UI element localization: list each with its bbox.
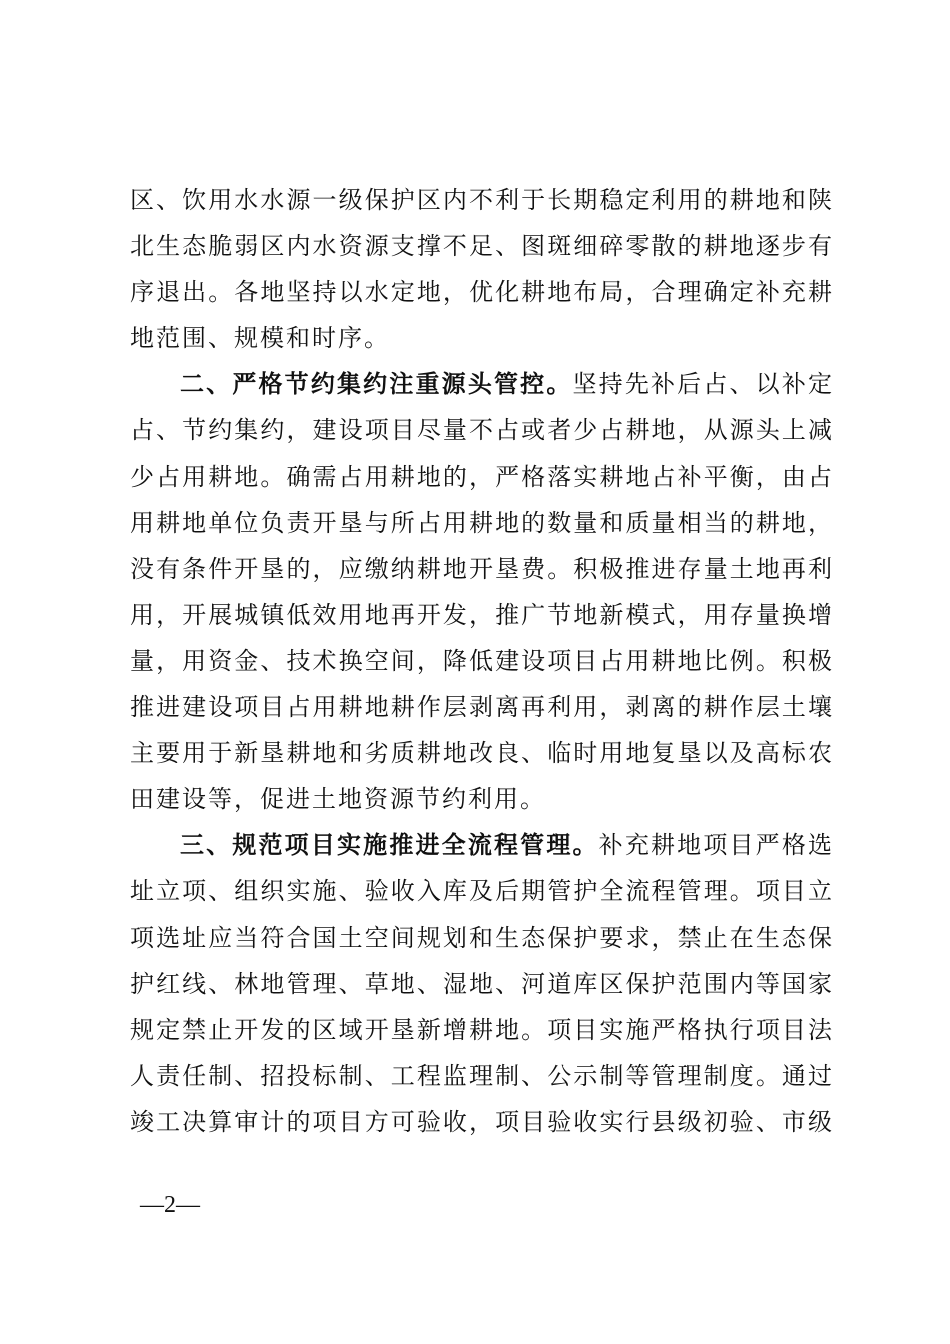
text-line: [130, 822, 832, 868]
text-line: [130, 638, 832, 684]
line-text: 护红线、林地管理、草地、湿地、河道库区保护范围内等国家: [130, 969, 832, 998]
text-line: [130, 315, 832, 361]
line-text: 主要用于新垦耕地和劣质耕地改良、临时用地复垦以及高标农: [130, 739, 832, 768]
line-text: 址立项、组织实施、验收入库及后期管护全流程管理。项目立: [130, 877, 832, 906]
line-text: 坚持先补后占、以补定: [572, 370, 832, 399]
text-line: [130, 546, 832, 592]
line-text: 用，开展城镇低效用地再开发，推广节地新模式，用存量换增: [130, 600, 832, 629]
section-heading: 三、规范项目实施推进全流程管理。: [180, 830, 599, 860]
page-number: —2—: [140, 1192, 200, 1218]
paragraph: [130, 177, 832, 361]
text-line: [130, 500, 832, 546]
line-text: 田建设等，促进土地资源节约利用。: [130, 785, 546, 814]
text-line: [130, 730, 832, 776]
line-text: 北生态脆弱区内水资源支撑不足、图斑细碎零散的耕地逐步有: [130, 232, 832, 261]
text-line: [130, 868, 832, 914]
line-text: 没有条件开垦的，应缴纳耕地开垦费。积极推进存量土地再利: [130, 554, 832, 583]
line-text: 用耕地单位负责开垦与所占用耕地的数量和质量相当的耕地，: [130, 508, 832, 537]
line-text: 地范围、规模和时序。: [130, 324, 390, 353]
document-body: [130, 177, 832, 1145]
line-text: 项选址应当符合国土空间规划和生态保护要求，禁止在生态保: [130, 923, 832, 952]
text-line: [130, 407, 832, 453]
line-text: 补充耕地项目严格选: [598, 831, 833, 860]
paragraph: [130, 822, 832, 1145]
line-text: 少占用耕地。确需占用耕地的，严格落实耕地占补平衡，由占: [130, 462, 832, 491]
line-text: 规定禁止开发的区域开垦新增耕地。项目实施严格执行项目法: [130, 1015, 832, 1044]
line-text: 人责任制、招投标制、工程监理制、公示制等管理制度。通过: [130, 1061, 832, 1090]
line-text: 序退出。各地坚持以水定地，优化耕地布局，合理确定补充耕: [130, 278, 832, 307]
text-line: [130, 1099, 832, 1145]
line-text: 量，用资金、技术换空间，降低建设项目占用耕地比例。积极: [130, 646, 832, 675]
text-line: [130, 1007, 832, 1053]
text-line: [130, 223, 832, 269]
text-line: [130, 269, 832, 315]
text-line: [130, 776, 832, 822]
text-line: [130, 915, 832, 961]
text-line: [130, 1053, 832, 1099]
line-text: 竣工决算审计的项目方可验收，项目验收实行县级初验、市级: [130, 1107, 832, 1136]
section-heading: 二、严格节约集约注重源头管控。: [180, 369, 573, 399]
line-text: 推进建设项目占用耕地耕作层剥离再利用，剥离的耕作层土壤: [130, 693, 832, 722]
text-line: [130, 684, 832, 730]
text-line: [130, 961, 832, 1007]
line-text: 占、节约集约，建设项目尽量不占或者少占耕地，从源头上减: [130, 416, 832, 445]
line-text: 区、饮用水水源一级保护区内不利于长期稳定利用的耕地和陕: [130, 186, 832, 214]
text-line: [130, 361, 832, 407]
text-line: [130, 454, 832, 500]
text-line: [130, 592, 832, 638]
text-line: [130, 177, 832, 223]
paragraph: [130, 361, 832, 822]
